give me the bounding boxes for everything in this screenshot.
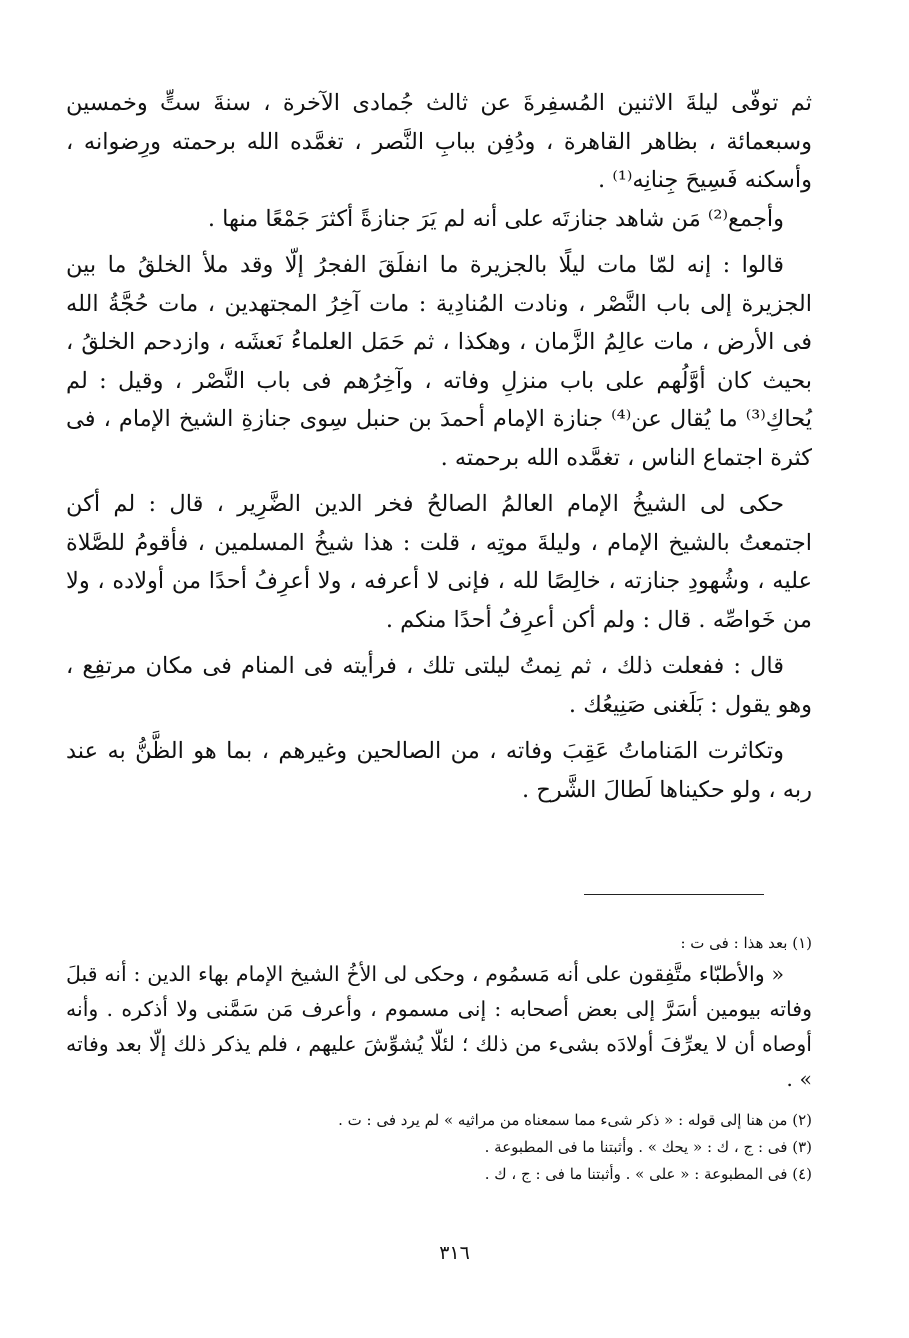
paragraph-5: قال : ففعلت ذلك ، ثم نِمتُ ليلتى تلك ، فرأيته فى المنام فى مكان مرتفِع ، وهو يقول : بَلَغنى صَنِيعُك . (66, 653, 812, 718)
paragraph-1: ثم توفّى ليلةَ الاثنين المُسفِرةَ عن ثالث جُمادى الآخرة ، سنةَ ستٍّ وخمسين وسبعمائة ، بظاهر القاهرة ، ودُفِن ببابِ النَّصر ، تغمَّده الله برحمته ورِضوانه ، وأسكنه فَسِيحَ جِنانِه⁽¹⁾ . (66, 90, 812, 193)
footnote-list (66, 1107, 812, 1188)
footnotes (66, 930, 812, 1188)
footnote-1-heading: (١) بعد هذا : فى ت : (680, 934, 812, 952)
paragraph-3: قالوا : إنه لمّا مات ليلًا بالجزيرة ما انفلَقَ الفجرُ إلّا وقد ملأ الخلقُ ما بين الجزيرة إلى باب النَّصْر ، ونادت المُنادِية : مات آخِرُ المجتهدين ، مات حُجَّةُ الله فى الأرض ، مات عالِمُ الزَّمان ، وهكذا ، ثم حَمَل العلماءُ نَعشَه ، وازدحم الخلقُ ، بحيث كان أوَّلُهم على باب منزلِ وفاته ، وآخِرُهم فى باب النَّصْر ، وقيل : لم يُحاكِ⁽³⁾ ما يُقال عن⁽⁴⁾ جنازة الإمام أحمدَ بن حنبل سِوى جنازةِ الشيخ الإمام ، فى كثرة اجتماع الناس ، تغمَّده الله برحمته . (66, 252, 812, 471)
paragraph-4: حكى لى الشيخُ الإمام العالمُ الصالحُ فخر الدين الضَّرِير ، قال : لم أكن اجتمعتُ بالشيخ الإمام ، وليلةَ موتِه ، قلت : هذا شيخُ المسلمين ، فأقومُ للصَّلاة عليه ، وشُهودِ جنازته ، خالِصًا لله ، فإنى لا أعرفه ، ولا أعرِفُ أحدًا من أولاده ، ولا من خَواصِّه . قال : ولم أكن أعرِفُ أحدًا منكم . (66, 491, 812, 633)
footnote-3: (٣) فى : ج ، ك : « يحك » . وأثبتنا ما فى المطبوعة . (484, 1138, 812, 1156)
footnote-2: (٢) من هنا إلى قوله : « ذكر شىء مما سمعناه من مراثيه » لم يرد فى : ت . (338, 1111, 812, 1129)
page-number: ٣١٦ (439, 1242, 470, 1264)
main-text (66, 84, 812, 809)
footnote-4: (٤) فى المطبوعة : « على » . وأثبتنا ما فى : ج ، ك . (484, 1165, 812, 1183)
paragraph-6: وتكاثرت المَناماتُ عَقِبَ وفاته ، من الصالحين وغيرهم ، بما هو الظَّنُّ به عند ربه ، ولو حكيناها لَطالَ الشَّرح . (66, 738, 812, 803)
paragraph-2: وأجمع⁽²⁾ مَن شاهد جنازتَه على أنه لم يَرَ جنازةً أكثرَ جَمْعًا منها . (207, 205, 784, 232)
footnote-divider (584, 894, 764, 895)
footnote-1-text: « والأطبّاء متَّفِقون على أنه مَسمُوم ، وحكى لى الأخُ الشيخ الإمام بهاء الدين : أنه قبلَ وفاته بيومين أسَرَّ إلى بعض أصحابه : إنى مسموم ، وأعرف مَن سَمَّنى ولا أذكره . وأنه أوصاه أن لا يعرِّفَ أولادَه بشىء من ذلك ؛ لئلّا يُشوِّشَ عليهم ، فلم يذكر ذلك إلّا بعد وفاته » . (66, 962, 812, 1091)
